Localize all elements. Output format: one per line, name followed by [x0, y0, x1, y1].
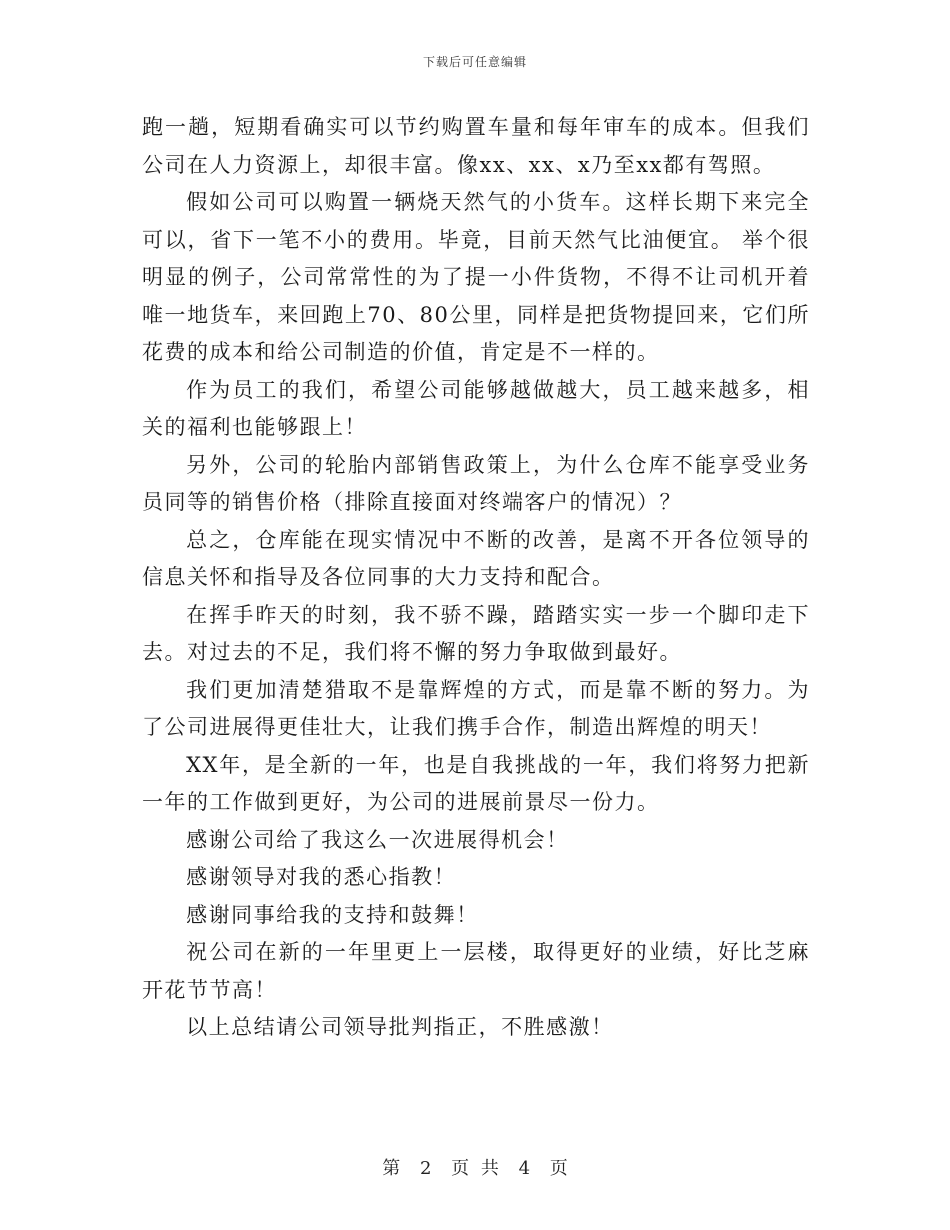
page-number-middle: 页 共	[451, 1158, 499, 1179]
paragraph: 假如公司可以购置一辆烧天然气的小货车。这样长期下来完全可以，省下一笔不小的费用。毕竟，目前天然气比油便宜。 举个很明显的例子，公司常常性的为了提一小件货物，不得不让司机开着唯一地货车，来回跑上70、80公里，同样是把货物提回来，它们所花费的成本和给公司制造的价值，肯定是不一样的。	[142, 190, 810, 364]
page-number-current: 2	[419, 1158, 432, 1179]
paragraph-continued: 跑一趟，短期看确实可以节约购置车量和每年审车的成本。但我们公司在人力资源上，却很丰富。像xx、xx、x乃至xx都有驾照。	[142, 115, 810, 177]
paragraph: 在挥手昨天的时刻，我不骄不躁，踏踏实实一步一个脚印走下去。对过去的不足，我们将不懈的努力争取做到最好。	[142, 602, 810, 664]
thanks-line: 感谢同事给我的支持和鼓舞！	[186, 902, 479, 927]
paragraph: 另外，公司的轮胎内部销售政策上，为什么仓库不能享受业务员同等的销售价格（排除直接面对终端客户的情况）？	[142, 452, 810, 514]
page-number	[0, 1154, 950, 1180]
paragraph: 我们更加清楚猎取不是靠辉煌的方式，而是靠不断的努力。为了公司进展得更佳壮大，让我们携手合作，制造出辉煌的明天！	[142, 677, 810, 739]
page-number-prefix: 第	[382, 1158, 401, 1179]
thanks-line: 感谢公司给了我这么一次进展得机会！	[186, 827, 569, 852]
paragraph: 作为员工的我们，希望公司能够越做越大，员工越来越多，相关的福利也能够跟上！	[142, 377, 810, 439]
closing-line: 以上总结请公司领导批判指正，不胜感激！	[186, 1015, 614, 1039]
wish-paragraph: 祝公司在新的一年里更上一层楼，取得更好的业绩，好比芝麻开花节节高！	[142, 940, 810, 1002]
paragraph: 总之，仓库能在现实情况中不断的改善，是离不开各位领导的信息关怀和指导及各位同事的大力支持和配合。	[142, 527, 810, 589]
paragraph: XX年，是全新的一年，也是自我挑战的一年，我们将努力把新一年的工作做到更好，为公司的进展前景尽一份力。	[142, 752, 810, 814]
document-body	[142, 109, 810, 1047]
page-header: 下载后可任意编辑	[422, 55, 527, 69]
page-number-suffix: 页	[549, 1158, 568, 1179]
thanks-line: 感谢领导对我的悉心指教！	[186, 865, 457, 889]
page-number-total: 4	[518, 1158, 531, 1179]
